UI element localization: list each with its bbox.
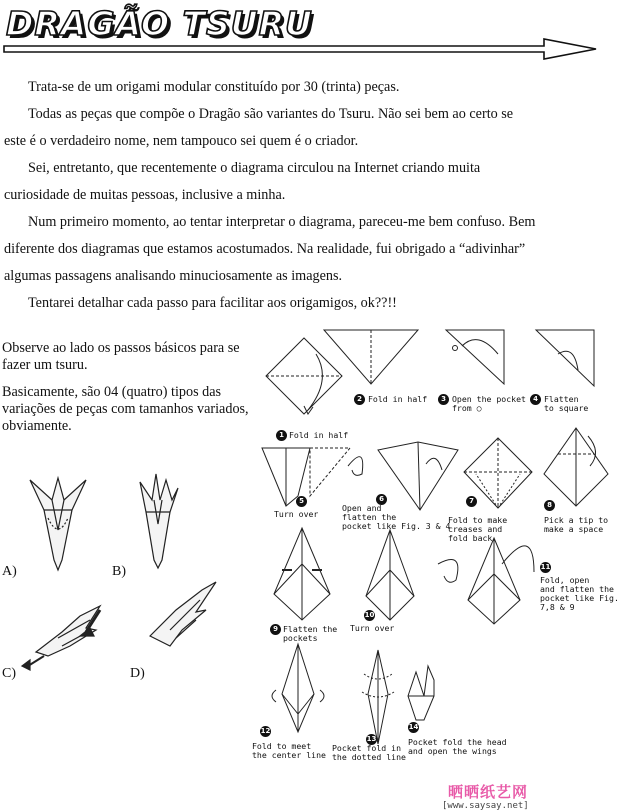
step-14-caption: Pocket fold the head and open the wings [408,737,507,756]
step-12-number: 12 [260,727,271,735]
intro-paragraph-2-line-1: Todas as peças que compõe o Dragão são variantes do Tsuru. Não sei bem ao certo se [28,106,514,122]
intro-paragraph-3-line-1: Sei, entretanto, que recentemente o diagrama circulou na Internet criando muita [28,160,481,176]
step-1-caption: Fold in half [289,430,349,440]
step-9-figure [274,528,330,620]
step-1-number: 1 [276,430,287,441]
step-9-caption: Flatten the pockets [283,624,338,643]
step-13-number: 13 [366,735,377,743]
step-11-number: 11 [540,563,551,571]
step-10-figure [366,530,458,620]
page-title: DRAGÃO TSURU [6,4,313,43]
step-8-caption: Pick a tip to make a space [544,515,609,534]
variant-b-figure [140,474,178,568]
watermark-url: [www.saysay.net] [442,801,529,811]
step-14-number: 14 [408,723,419,731]
step-6-figure [378,442,458,510]
step-5-figure [262,448,363,506]
step-10-caption: Turn over [350,623,395,633]
intro-text [4,74,602,317]
intro-paragraph-4-line-1: Num primeiro momento, ao tentar interpretar o diagrama, pareceu-me bem confuso. Bem [28,214,536,230]
page-title-banner [4,2,604,60]
step-14-figure [408,666,434,720]
intro-paragraph-2-line-2: este é o verdadeiro nome, nem tampouco sei quem é o criador. [4,133,359,149]
step-3-caption: Open the pocket from ○ [452,394,526,413]
side-text [2,340,252,445]
step-4-caption: Flatten to square [544,394,589,413]
intro-paragraph-4-line-2: diferente dos diagramas que estamos acostumados. Na realidade, fui obrigado a “adivinhar” [4,241,526,257]
variant-c-figure [22,606,100,670]
step-2-caption: Fold in half [368,394,428,404]
step-8-figure [544,428,608,506]
variant-a-figure [30,478,86,570]
step-8-number: 8 [544,500,555,511]
step-13-figure [362,650,394,744]
intro-paragraph-1: Trata-se de um origami modular constituído por 30 (trinta) peças. [28,79,400,95]
variant-d-label: D) [130,666,145,681]
step-11-figure [468,538,534,624]
watermark-brand: 晒晒纸艺网 [448,783,529,801]
variant-a-label: A) [2,564,17,579]
step-2-number: 2 [354,394,365,405]
side-paragraph-2: Basicamente, são 04 (quatro) tipos das variações de peças com tamanhos variados, obviamente. [2,384,249,434]
step-12-caption: Fold to meet the center line [252,741,326,760]
intro-paragraph-3-line-2: curiosidade de muitas pessoas, inclusive a minha. [4,187,286,203]
tsuru-folding-diagram [252,324,619,811]
step-12-figure [272,644,324,732]
step-4-number: 4 [530,394,541,405]
step-5-number: 5 [296,496,307,507]
step-3-number: 3 [438,394,449,405]
intro-paragraph-4-line-3: algumas passagens analisando minuciosamente as imagens. [4,268,343,284]
step-6-caption: Open and flatten the pocket like Fig. 3 & 4 [342,503,451,531]
step-10-number: 10 [364,611,375,619]
folding-steps-drawing [258,324,610,769]
variant-c-label: C) [2,666,16,681]
intro-paragraph-5: Tentarei detalhar cada passo para facilitar aos origamigos, ok??!! [28,295,397,311]
step-7-number: 7 [466,496,477,507]
step-9-number: 9 [270,624,281,635]
step-1-figure [266,338,342,414]
step-7-caption: Fold to make creases and fold back [448,515,508,543]
piece-variants [0,460,260,690]
variant-d-figure [150,582,216,646]
side-paragraph-1: Observe ao lado os passos básicos para se fazer um tsuru. [2,340,240,373]
step-5-caption: Turn over [274,509,319,519]
step-3-figure [446,330,504,384]
title-arrow-graphic [4,38,600,60]
step-4-figure [536,330,594,386]
step-13-caption: Pocket fold in the dotted line [332,743,406,762]
variant-sketches [0,460,260,690]
step-11-caption: Fold, open and flatten the pocket like Fig. 7,8 & 9 [540,575,619,612]
variant-b-label: B) [112,564,126,579]
step-6-number: 6 [376,494,387,505]
